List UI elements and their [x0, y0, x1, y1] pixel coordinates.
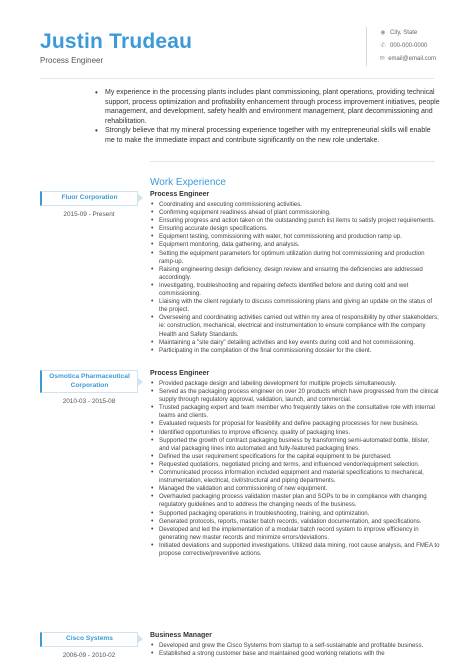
job-bullet: • Participating in the compilation of the final commissioning dossier for the client. [150, 347, 440, 355]
job-role: Process Engineer [150, 370, 210, 377]
job-bullet: • Managed the validation and commissioning of new equipment. [150, 485, 440, 493]
job-bullet: • Supported packaging operations in troubleshooting, training, and optimization. [150, 510, 440, 518]
candidate-name: Justin Trudeau [40, 30, 193, 53]
job-bullet: • Defined the user requirement specifications for the capital equipment to be purchased. [150, 453, 440, 461]
job-details-fluor [150, 191, 440, 355]
job-bullets [150, 380, 440, 558]
summary-item: • My experience in the processing plants includes plant commissioning, plant operations, providing technical support, process optimization and profitability enhancement through process improvement initiatives, people management, and development, safety health and environment management, plant decommissioning and rehabilitation. [95, 88, 440, 126]
job-card-fluor [40, 191, 138, 218]
resume-header [0, 0, 474, 80]
company-box-wrap [40, 191, 138, 206]
work-experience-heading: Work Experience [150, 177, 226, 188]
job-role: Business Manager [150, 632, 212, 639]
job-bullets [150, 201, 440, 355]
job-bullet: • Equipment testing, commissioning with water, hot commissioning and production ramp up. [150, 233, 440, 241]
job-bullet: • Trusted packaging expert and team member who frequently takes on the consultative role with internal teams and clients. [150, 404, 440, 420]
job-bullet: • Confirming equipment readiness ahead of plant commissioning. [150, 209, 440, 217]
job-bullet: • Raising engineering design deficiency, design review and ensuring the deficiencies are addressed accordingly. [150, 266, 440, 282]
job-bullet: • Liaising with the client regularly to discuss commissioning plans and giving an update on the status of the project. [150, 298, 440, 314]
job-bullet: • Initiated deviations and supported investigations. Utilized data mining, root cause analysis, and FMEA to propose corrective/preventive actions. [150, 542, 440, 558]
job-bullet: • Served as the packaging process engineer on over 20 products which have progressed from the clinical supply through regulatory approval, validation, launch, and commercial. [150, 388, 440, 404]
company-name: Fluor Corporation [40, 191, 138, 206]
job-bullet: • Communicated process information included equipment and material specifications to mechanical, instrumentation, electrical, civil/structural and piping departments. [150, 469, 440, 485]
company-name: Osmotica Pharmaceutical Corporation [40, 370, 138, 393]
job-bullet: • Coordinating and executing commissioning activities. [150, 201, 440, 209]
job-dates: 2010-03 - 2015-08 [62, 398, 116, 405]
email-icon: ✉ [379, 55, 385, 62]
job-bullet: • Ensuring accurate design specifications. [150, 225, 440, 233]
contact-phone [379, 40, 436, 51]
job-bullet: • Requested quotations, negotiated pricing and terms, and influenced vendor/equipment selection. [150, 461, 440, 469]
job-card-osmotica [40, 370, 138, 405]
job-bullets [150, 642, 440, 658]
contact-info [366, 27, 436, 66]
job-bullet: • Evaluated requests for proposal for feasibility and define packaging processes for new business. [150, 420, 440, 428]
candidate-title: Process Engineer [40, 56, 104, 65]
job-bullet: • Supported the growth of contract packaging business by transforming semi-automated bottle, blister, and vial packaging lines into automated and fully-featured packaging lines. [150, 437, 440, 453]
contact-email-link[interactable]: email@email.com [388, 55, 436, 62]
job-bullet: • Maintaining a "site dairy" detailing activities and key events during cold and hot commissioning. [150, 339, 440, 347]
contact-location-text: City, State [390, 29, 418, 36]
job-bullet: • Investigating, troubleshooting and repairing defects identified before and during cold and wet commissioning. [150, 282, 440, 298]
job-bullet: • Provided package design and labeling development for multiple projects simultaneously. [150, 380, 440, 388]
job-details-osmotica [150, 370, 440, 558]
job-details-cisco [150, 632, 440, 658]
job-role: Process Engineer [150, 191, 210, 198]
job-card-cisco [40, 632, 138, 659]
job-bullet: • Generated protocols, reports, master batch records, validation documentation, and specifications. [150, 518, 440, 526]
location-icon: ◉ [380, 29, 386, 36]
job-bullet: • Setting the equipment parameters for optimum utilization during hot commissioning and production ramp-up. [150, 250, 440, 266]
summary-item: • Strongly believe that my mineral processing experience together with my entrepreneurial skills will enable me to make the immediate impact and contribute significantly on the new role undertake. [95, 126, 440, 145]
company-box-wrap [40, 370, 138, 393]
job-bullet: • Developed and led the implementation of a modular batch record system to improve efficiency in generating new master records and minimize errors/deviations. [150, 526, 440, 542]
job-bullet: • Equipment monitoring, data gathering, and analysis. [150, 241, 440, 249]
job-bullet: • Overseeing and coordinating activities carried out within my area of responsibility by other stakeholders; ie: construction, mechanical, electrical and instrumentation to ensure compliance with the company Health and Safety Standards. [150, 314, 440, 338]
contact-phone-text: 000-000-0000 [390, 42, 428, 49]
job-dates: 2015-09 - Present [63, 210, 115, 218]
contact-location [379, 27, 436, 38]
job-bullet: • Ensuring progress and action taken on the outstanding punch list items to satisfy project requirements. [150, 217, 440, 225]
job-bullet: • Developed and grew the Cisco Systems from startup to a self-sustainable and profitable business. [150, 642, 440, 650]
company-name: Cisco Systems [40, 632, 138, 647]
job-bullet: • Overhauled packaging process validation master plan and SOPs to be in compliance with changing regulatory guidelines and to address the changing needs of the business. [150, 493, 440, 509]
summary-list [95, 88, 440, 146]
phone-icon: ✆ [380, 42, 386, 49]
company-box-wrap [40, 632, 138, 647]
section-divider [150, 161, 435, 162]
header-divider [40, 78, 434, 79]
contact-email[interactable] [379, 53, 436, 64]
job-bullet: • Established a strong customer base and maintained good working relations with the [150, 650, 440, 658]
job-dates: 2006-09 - 2010-02 [62, 651, 116, 659]
job-bullet: • Identified opportunities to improve efficiency, quality of packaging lines. [150, 429, 440, 437]
